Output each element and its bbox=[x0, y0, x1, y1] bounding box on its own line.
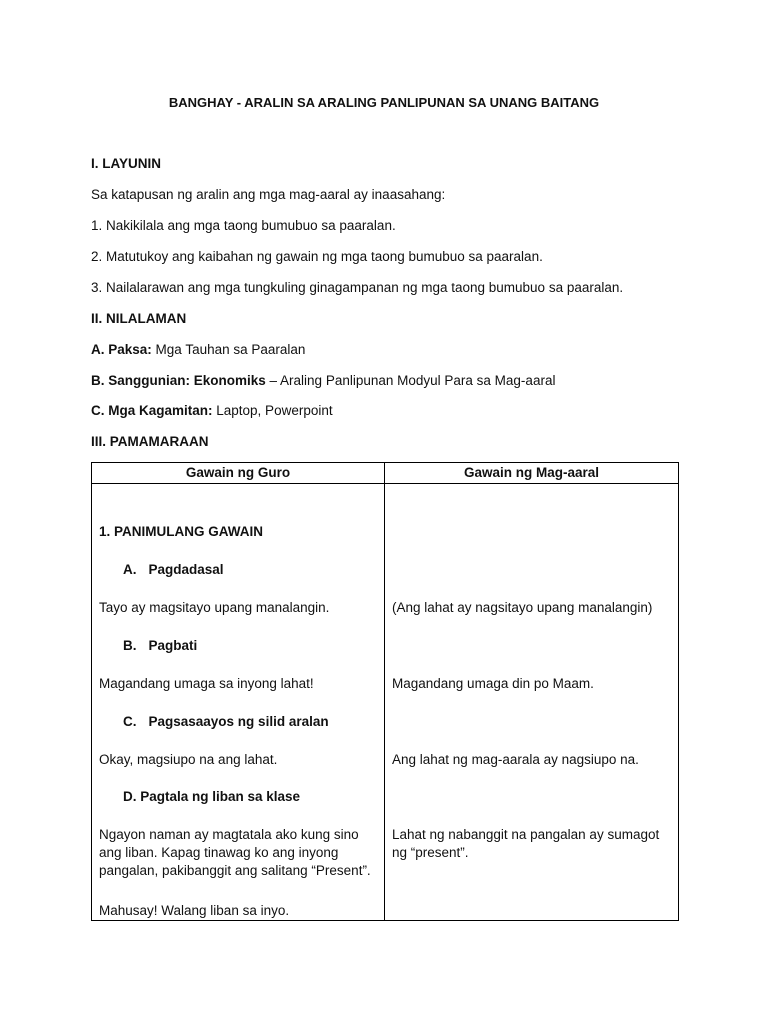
pagbati-heading bbox=[123, 637, 378, 655]
layunin-heading: I. LAYUNIN bbox=[91, 156, 162, 171]
pagbati-title: Pagbati bbox=[148, 638, 198, 653]
objective-3: 3. Nailalarawan ang mga tungkuling ginagampanan ng mga taong bumubuo sa paaralan. bbox=[91, 280, 624, 295]
teacher-prayer-text: Tayo ay magsitayo upang manalangin. bbox=[99, 600, 330, 615]
pagsasaayos-letter: C. bbox=[123, 714, 137, 729]
panimula-heading: 1. PANIMULANG GAWAIN bbox=[99, 524, 264, 539]
pagtala-heading: D. Pagtala ng liban sa klase bbox=[123, 789, 301, 804]
student-activities-cell bbox=[385, 484, 679, 921]
sanggunian-value: – Araling Panlipunan Modyul Para sa Mag-aaral bbox=[265, 373, 556, 388]
teacher-seat-text: Okay, magsiupo na ang lahat. bbox=[99, 752, 278, 767]
table-row bbox=[92, 484, 679, 921]
pagsasaayos-heading bbox=[123, 713, 378, 731]
paksa-value: Mga Tauhan sa Paaralan bbox=[151, 342, 306, 357]
pagdadasal-heading bbox=[123, 561, 378, 579]
kagamitan-line bbox=[91, 402, 333, 420]
teacher-closing-text: Mahusay! Walang liban sa inyo. bbox=[99, 903, 290, 918]
layunin-intro: Sa katapusan ng aralin ang mga mag-aaral ay inaasahang: bbox=[91, 187, 446, 202]
teacher-greeting-text: Magandang umaga sa inyong lahat! bbox=[99, 676, 314, 691]
student-attendance-line: ng “present”. bbox=[392, 845, 469, 860]
student-attendance-line: Lahat ng nabanggit na pangalan ay sumagot bbox=[392, 827, 660, 842]
document-title: BANGHAY - ARALIN SA ARALING PANLIPUNAN SA UNANG BAITANG bbox=[168, 95, 600, 110]
pagdadasal-letter: A. bbox=[123, 562, 137, 577]
pagsasaayos-title: Pagsasaayos ng silid aralan bbox=[148, 714, 329, 729]
paksa-line bbox=[91, 341, 305, 359]
teacher-attendance-text bbox=[99, 826, 378, 880]
sanggunian-line bbox=[91, 372, 555, 390]
sanggunian-label: B. Sanggunian: Ekonomiks bbox=[91, 373, 266, 388]
kagamitan-value: Laptop, Powerpoint bbox=[212, 403, 333, 418]
student-greeting-text: Magandang umaga din po Maam. bbox=[392, 676, 594, 691]
pagdadasal-title: Pagdadasal bbox=[148, 562, 224, 577]
paksa-label: A. Paksa: bbox=[91, 342, 152, 357]
student-prayer-text: (Ang lahat ay nagsitayo upang manalangin) bbox=[392, 600, 653, 615]
attendance-line: pangalan, pakibanggit ang salitang “Present”. bbox=[99, 863, 371, 878]
objective-1: 1. Nakikilala ang mga taong bumubuo sa paaralan. bbox=[91, 218, 396, 233]
procedure-table bbox=[91, 462, 679, 921]
teacher-activities-cell bbox=[92, 484, 385, 921]
student-seat-text: Ang lahat ng mag-aarala ay nagsiupo na. bbox=[392, 752, 639, 767]
attendance-line: ang liban. Kapag tinawag ko ang inyong bbox=[99, 845, 339, 860]
teacher-column-header: Gawain ng Guro bbox=[92, 463, 385, 484]
student-attendance-text bbox=[392, 826, 672, 862]
pamamaraan-heading: III. PAMAMARAAN bbox=[91, 434, 209, 449]
pagbati-letter: B. bbox=[123, 638, 137, 653]
kagamitan-label: C. Mga Kagamitan: bbox=[91, 403, 213, 418]
student-column-header: Gawain ng Mag-aaral bbox=[385, 463, 679, 484]
table-header-row bbox=[92, 463, 679, 484]
nilalaman-heading: II. NILALAMAN bbox=[91, 311, 187, 326]
objective-2: 2. Matutukoy ang kaibahan ng gawain ng mga taong bumubuo sa paaralan. bbox=[91, 249, 543, 264]
attendance-line: Ngayon naman ay magtatala ako kung sino bbox=[99, 827, 359, 842]
